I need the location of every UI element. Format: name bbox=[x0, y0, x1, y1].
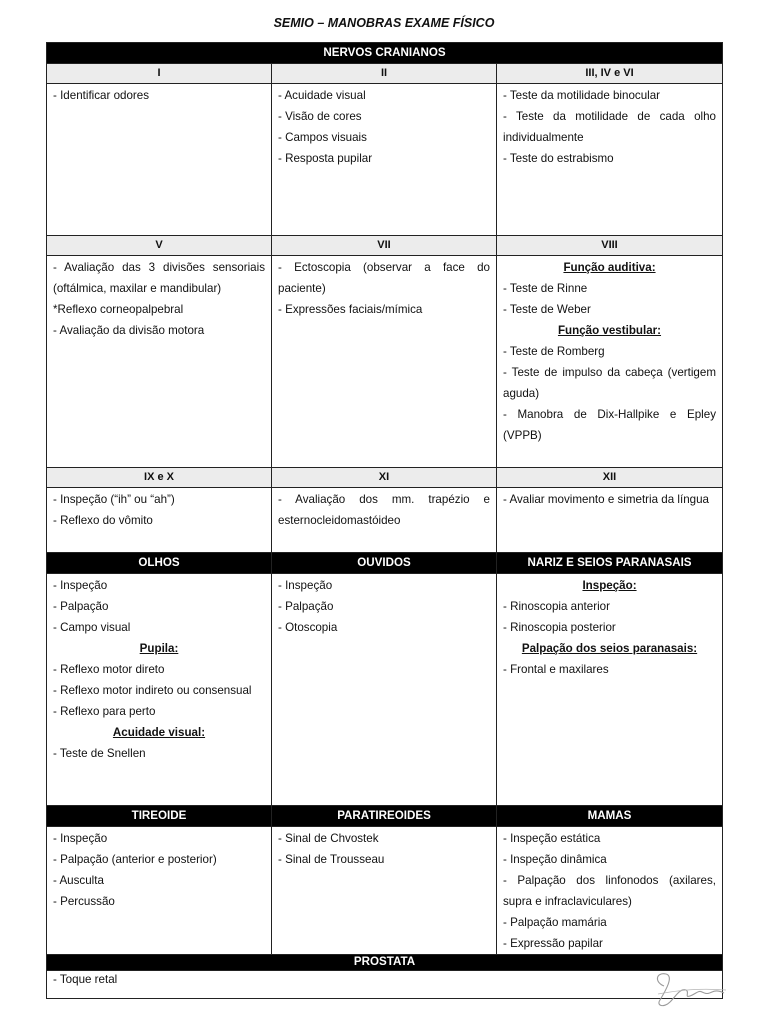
list-item: - Reflexo motor indireto ou consensual bbox=[53, 684, 252, 697]
column-header: V bbox=[47, 236, 272, 256]
list-item: - Inspeção (“ih” ou “ah”) bbox=[53, 493, 175, 506]
cell-nerve-viii bbox=[497, 256, 723, 468]
cell-nerve-xi bbox=[272, 488, 497, 553]
list-item: - Toque retal bbox=[53, 973, 118, 986]
list-item: - Reflexo do vômito bbox=[53, 514, 153, 527]
list-item: - Avaliação da divisão motora bbox=[53, 324, 205, 337]
list-item: - Inspeção bbox=[53, 832, 108, 845]
list-item: - Palpação (anterior e posterior) bbox=[53, 853, 217, 866]
cell-tireoide bbox=[47, 827, 272, 955]
list-item: - Campos visuais bbox=[278, 131, 367, 144]
cell-nerve-vii bbox=[272, 256, 497, 468]
section-band-cranial-nerves bbox=[47, 43, 723, 64]
list-item: - Teste de Snellen bbox=[53, 747, 146, 760]
table-row bbox=[47, 84, 723, 236]
list-item: - Palpação dos linfonodos (axilares, supra e infraclaviculares) bbox=[503, 874, 716, 908]
list-item: - Inspeção bbox=[53, 579, 108, 592]
list-item: - Sinal de Trousseau bbox=[278, 853, 385, 866]
column-header: VII bbox=[272, 236, 497, 256]
cell-nariz bbox=[497, 574, 723, 806]
section-title-olhos: OLHOS bbox=[47, 553, 272, 574]
subsection-title: Pupila: bbox=[139, 642, 179, 655]
document-title: SEMIO – MANOBRAS EXAME FÍSICO bbox=[273, 16, 495, 30]
list-item: - Otoscopia bbox=[278, 621, 338, 634]
cell-prostata bbox=[47, 971, 723, 999]
cell-nerve-xii bbox=[497, 488, 723, 553]
column-header: I bbox=[47, 64, 272, 84]
signature-icon bbox=[650, 964, 730, 1012]
subsection-title: Acuidade visual: bbox=[112, 726, 206, 739]
cell-paratireoides bbox=[272, 827, 497, 955]
list-item: - Ectoscopia (observar a face do paciente) bbox=[278, 261, 490, 295]
cell-nerve-v bbox=[47, 256, 272, 468]
list-item: - Avaliação dos mm. trapézio e esternocleidomastóideo bbox=[278, 493, 490, 527]
subsection-title: Palpação dos seios paranasais: bbox=[521, 642, 698, 655]
table-row bbox=[47, 827, 723, 955]
list-item: - Acuidade visual bbox=[278, 89, 366, 102]
exam-table bbox=[46, 42, 723, 999]
subheader-row bbox=[47, 64, 723, 84]
column-header: VIII bbox=[497, 236, 723, 256]
table-row bbox=[47, 488, 723, 553]
column-header: XII bbox=[497, 468, 723, 488]
list-item: - Expressões faciais/mímica bbox=[278, 303, 423, 316]
cell-mamas bbox=[497, 827, 723, 955]
table-row bbox=[47, 971, 723, 999]
section-title-ouvidos: OUVIDOS bbox=[272, 553, 497, 574]
cell-nerve-ix-x bbox=[47, 488, 272, 553]
list-item: - Teste de Romberg bbox=[503, 345, 605, 358]
list-item: - Teste do estrabismo bbox=[503, 152, 614, 165]
column-header: IX e X bbox=[47, 468, 272, 488]
list-item: - Resposta pupilar bbox=[278, 152, 373, 165]
table-row bbox=[47, 574, 723, 806]
list-item: - Avaliar movimento e simetria da língua bbox=[503, 493, 709, 506]
column-header: III, IV e VI bbox=[497, 64, 723, 84]
list-item: - Palpação bbox=[53, 600, 109, 613]
list-item: - Inspeção estática bbox=[503, 832, 601, 845]
subsection-title: Função auditiva: bbox=[563, 261, 656, 274]
section-title-paratireoides: PARATIREOIDES bbox=[272, 806, 497, 827]
list-item: - Rinoscopia anterior bbox=[503, 600, 610, 613]
list-item: - Teste de Rinne bbox=[503, 282, 588, 295]
subheader-row bbox=[47, 468, 723, 488]
section-title-prostata: PROSTATA bbox=[47, 955, 723, 971]
section-band-prostata bbox=[47, 955, 723, 971]
list-item: - Teste da motilidade binocular bbox=[503, 89, 661, 102]
list-item: - Identificar odores bbox=[53, 89, 150, 102]
section-title: NERVOS CRANIANOS bbox=[47, 43, 723, 64]
column-header: XI bbox=[272, 468, 497, 488]
section-title-nariz: NARIZ E SEIOS PARANASAIS bbox=[497, 553, 723, 574]
list-item: - Teste da motilidade de cada olho individualmente bbox=[503, 110, 716, 144]
list-item: - Palpação bbox=[278, 600, 334, 613]
list-item: *Reflexo corneopalpebral bbox=[53, 303, 184, 316]
list-item: - Expressão papilar bbox=[503, 937, 603, 950]
cell-nerve-ii bbox=[272, 84, 497, 236]
list-item: - Ausculta bbox=[53, 874, 104, 887]
cell-olhos bbox=[47, 574, 272, 806]
list-item: - Manobra de Dix-Hallpike e Epley (VPPB) bbox=[503, 408, 716, 442]
list-item: - Teste de Weber bbox=[503, 303, 591, 316]
list-item: - Reflexo motor direto bbox=[53, 663, 165, 676]
list-item: - Reflexo para perto bbox=[53, 705, 156, 718]
section-title-mamas: MAMAS bbox=[497, 806, 723, 827]
column-header: II bbox=[272, 64, 497, 84]
subsection-title: Inspeção: bbox=[582, 579, 637, 592]
list-item: - Percussão bbox=[53, 895, 115, 908]
list-item: - Avaliação das 3 divisões sensoriais (oftálmica, maxilar e mandibular) bbox=[53, 261, 265, 295]
table-row bbox=[47, 256, 723, 468]
subsection-title: Função vestibular: bbox=[557, 324, 662, 337]
list-item: - Visão de cores bbox=[278, 110, 362, 123]
list-item: - Sinal de Chvostek bbox=[278, 832, 379, 845]
section-band-senses bbox=[47, 553, 723, 574]
cell-nerve-i bbox=[47, 84, 272, 236]
subheader-row bbox=[47, 236, 723, 256]
cell-ouvidos bbox=[272, 574, 497, 806]
cell-nerve-iii-iv-vi bbox=[497, 84, 723, 236]
list-item: - Inspeção bbox=[278, 579, 333, 592]
list-item: - Teste de impulso da cabeça (vertigem aguda) bbox=[503, 366, 716, 400]
section-title-tireoide: TIREOIDE bbox=[47, 806, 272, 827]
section-band-glands bbox=[47, 806, 723, 827]
list-item: - Palpação mamária bbox=[503, 916, 607, 929]
list-item: - Frontal e maxilares bbox=[503, 663, 609, 676]
list-item: - Campo visual bbox=[53, 621, 131, 634]
list-item: - Rinoscopia posterior bbox=[503, 621, 616, 634]
list-item: - Inspeção dinâmica bbox=[503, 853, 607, 866]
